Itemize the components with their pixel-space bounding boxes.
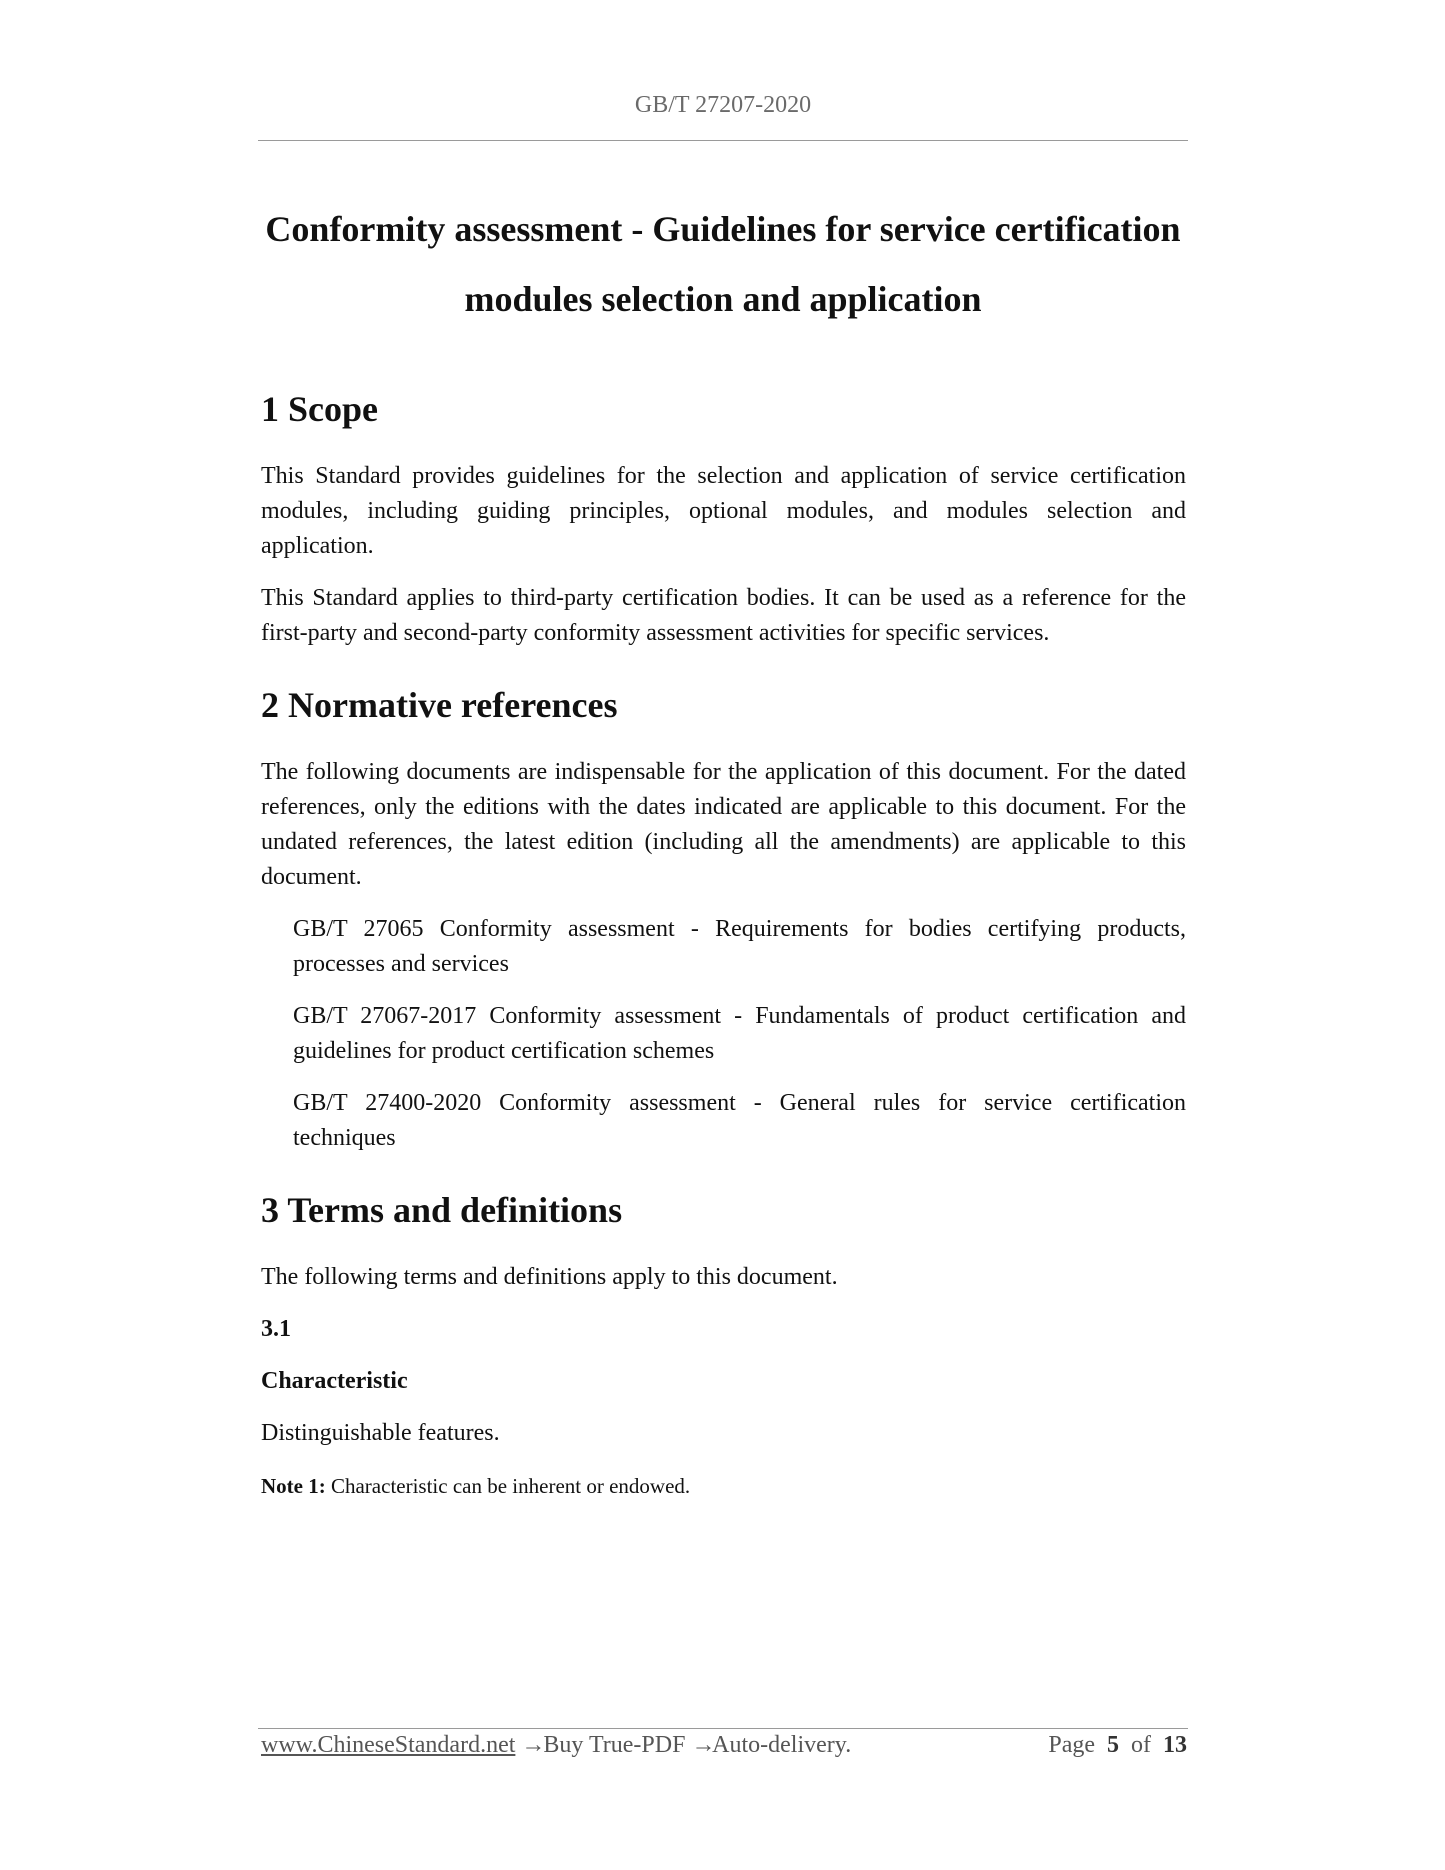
document-body <box>261 386 1186 1501</box>
title-line-2: modules selection and application <box>464 279 982 319</box>
reference-item: GB/T 27400-2020 Conformity assessment - General rules for service certification techniques <box>293 1090 1186 1151</box>
page-total: 13 <box>1163 1732 1187 1758</box>
footer-promo <box>261 1732 851 1759</box>
section-heading-normative-references: 2 Normative references <box>261 685 618 725</box>
footer-rule <box>258 1728 1188 1729</box>
normative-paragraph: The following documents are indispensable for the application of this document. For the dated references, only the editions with the dates indicated are applicable to this document. For the undated references, the latest edition (including all the amendments) are applicable to this document. <box>261 759 1186 890</box>
note-text: Characteristic can be inherent or endowed. <box>330 1474 691 1498</box>
term-note <box>261 1471 1186 1501</box>
document-title <box>258 194 1188 334</box>
section-heading-terms-definitions: 3 Terms and definitions <box>261 1190 623 1230</box>
section-heading-scope: 1 Scope <box>261 389 378 429</box>
title-line-1: Conformity assessment - Guidelines for service certification <box>265 209 1181 249</box>
arrow-right-icon: → <box>521 1732 546 1758</box>
note-label: Note 1: <box>261 1474 326 1498</box>
header-rule <box>258 140 1188 141</box>
page-current: 5 <box>1107 1732 1119 1758</box>
page-footer <box>261 1732 1187 1766</box>
page-of-label: of <box>1131 1732 1151 1758</box>
arrow-right-icon: → <box>691 1732 716 1758</box>
term-name: Characteristic <box>261 1368 408 1394</box>
term-number: 3.1 <box>261 1316 291 1342</box>
page-number <box>1048 1732 1187 1759</box>
scope-paragraph-1: This Standard provides guidelines for the selection and application of service certification modules, including guiding principles, optional modules, and modules selection and application. <box>261 463 1186 559</box>
scope-paragraph-2: This Standard applies to third-party certification bodies. It can be used as a reference for the first-party and second-party conformity assessment activities for specific services. <box>261 585 1186 646</box>
footer-step-delivery: Auto-delivery. <box>712 1732 852 1758</box>
reference-item: GB/T 27065 Conformity assessment - Requirements for bodies certifying products, processes and services <box>293 916 1186 977</box>
reference-item: GB/T 27067-2017 Conformity assessment - Fundamentals of product certification and guidelines for product certification schemes <box>293 1003 1186 1064</box>
website-link[interactable]: www.ChineseStandard.net <box>261 1732 516 1758</box>
term-definition: Distinguishable features. <box>261 1420 500 1446</box>
footer-step-buy: Buy True-PDF <box>543 1732 686 1758</box>
running-header: GB/T 27207-2020 <box>634 92 812 118</box>
terms-intro-paragraph: The following terms and definitions apply to this document. <box>261 1264 838 1290</box>
page-label: Page <box>1048 1732 1095 1758</box>
